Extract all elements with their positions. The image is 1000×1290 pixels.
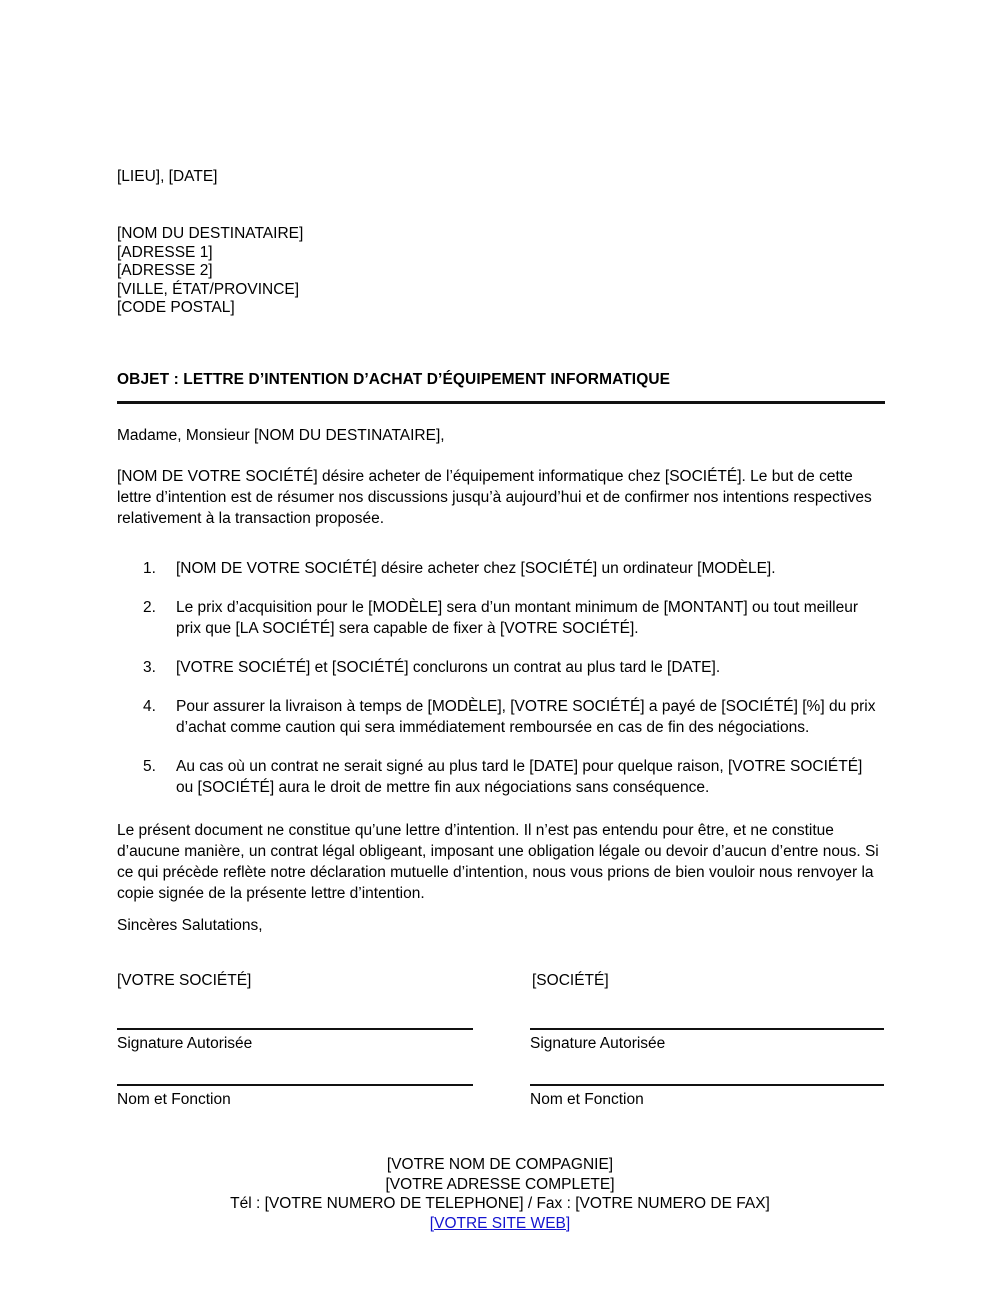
footer-website-link[interactable]: [VOTRE SITE WEB] <box>429 1214 571 1232</box>
name-title-caption: Nom et Fonction <box>530 1091 644 1108</box>
list-item <box>143 597 879 639</box>
signature-slot-right[interactable] <box>530 1028 884 1054</box>
list-item <box>143 696 879 738</box>
signature-line <box>117 1084 473 1086</box>
signature-area <box>117 972 885 1140</box>
recipient-city-state: [VILLE, ÉTAT/PROVINCE] <box>117 280 300 298</box>
closing-paragraph-block <box>117 820 883 904</box>
footer-address: [VOTRE ADRESSE COMPLETE] <box>385 1175 615 1193</box>
signature-row-name-title <box>117 1084 885 1140</box>
subject-heading: OBJET : LETTRE D’INTENTION D’ACHAT D’ÉQUIPEMENT INFORMATIQUE <box>117 371 671 388</box>
clause-text: Pour assurer la livraison à temps de [MODÈLE], [VOTRE SOCIÉTÉ] a payé de [SOCIÉTÉ] [%] du prix d’achat comme caution qui sera immédiatement remboursée en cas de fin des négociations. <box>176 698 876 736</box>
date-block <box>117 168 218 187</box>
clause-text: [VOTRE SOCIÉTÉ] et [SOCIÉTÉ] conclurons un contrat au plus tard le [DATE]. <box>176 659 721 676</box>
closing-paragraph: Le présent document ne constitue qu’une lettre d’intention. Il n’est pas entendu pour être, et ne constitue d’aucune manière, un contrat légal obligeant, imposant une obligation légale ou devoir d’aucun d’entre nous. Si ce qui précède reflète notre déclaration mutuelle d’intention, nous vous prions de bien vouloir nous renvoyer la copie signée de la présente lettre d’intention. <box>117 822 879 902</box>
page-footer <box>0 1155 1000 1233</box>
recipient-postal-code: [CODE POSTAL] <box>117 299 235 316</box>
recipient-address-block <box>117 225 303 318</box>
signature-party-left: [VOTRE SOCIÉTÉ] <box>117 972 252 989</box>
clause-list <box>143 558 879 798</box>
clause-number: 4. <box>143 698 156 715</box>
intro-paragraph-block <box>117 466 879 529</box>
signature-party-row <box>117 972 885 998</box>
recipient-address-2: [ADRESSE 2] <box>117 262 213 279</box>
signoff-block <box>117 917 263 936</box>
signature-line <box>117 1028 473 1030</box>
signature-caption: Signature Autorisée <box>530 1035 666 1052</box>
footer-company-name: [VOTRE NOM DE COMPAGNIE] <box>386 1156 614 1173</box>
signature-caption: Signature Autorisée <box>117 1035 253 1052</box>
name-title-caption: Nom et Fonction <box>117 1091 231 1108</box>
signature-row-authorized <box>117 1028 885 1084</box>
clause-number: 5. <box>143 758 156 775</box>
signature-line <box>530 1084 884 1086</box>
salutation-line: Madame, Monsieur [NOM DU DESTINATAIRE], <box>117 427 445 444</box>
name-title-slot-left[interactable] <box>117 1084 473 1110</box>
subject-block <box>117 370 885 404</box>
list-item <box>143 657 879 678</box>
signoff-line: Sincères Salutations, <box>117 917 263 934</box>
date-line: [LIEU], [DATE] <box>117 168 218 185</box>
salutation-block <box>117 427 445 446</box>
clause-text: Au cas où un contrat ne serait signé au plus tard le [DATE] pour quelque raison, [VOTRE SOCIÉTÉ] ou [SOCIÉTÉ] aura le droit de mettre fin aux négociations sans conséquence. <box>176 758 863 796</box>
clause-number: 3. <box>143 659 156 676</box>
clause-number: 1. <box>143 560 156 577</box>
list-item <box>143 558 879 579</box>
list-item <box>143 756 879 798</box>
clause-number: 2. <box>143 599 156 616</box>
signature-line <box>530 1028 884 1030</box>
recipient-address-1: [ADRESSE 1] <box>117 243 213 261</box>
subject-divider <box>117 401 885 404</box>
footer-contact: Tél : [VOTRE NUMERO DE TELEPHONE] / Fax : [VOTRE NUMERO DE FAX] <box>230 1195 770 1212</box>
intro-paragraph: [NOM DE VOTRE SOCIÉTÉ] désire acheter de l’équipement informatique chez [SOCIÉTÉ]. Le but de cette lettre d’intention est de résumer nos discussions jusqu’à aujourd’hui et de confirmer nos intentions respectives relativement à la transaction proposée. <box>117 468 872 527</box>
signature-slot-left[interactable] <box>117 1028 473 1054</box>
signature-party-right: [SOCIÉTÉ] <box>532 972 609 989</box>
clause-text: [NOM DE VOTRE SOCIÉTÉ] désire acheter chez [SOCIÉTÉ] un ordinateur [MODÈLE]. <box>176 560 776 577</box>
recipient-name: [NOM DU DESTINATAIRE] <box>117 225 304 242</box>
clause-text: Le prix d’acquisition pour le [MODÈLE] sera d’un montant minimum de [MONTANT] ou tout meilleur prix que [LA SOCIÉTÉ] sera capable de fixer à [VOTRE SOCIÉTÉ]. <box>176 599 858 637</box>
name-title-slot-right[interactable] <box>530 1084 884 1110</box>
